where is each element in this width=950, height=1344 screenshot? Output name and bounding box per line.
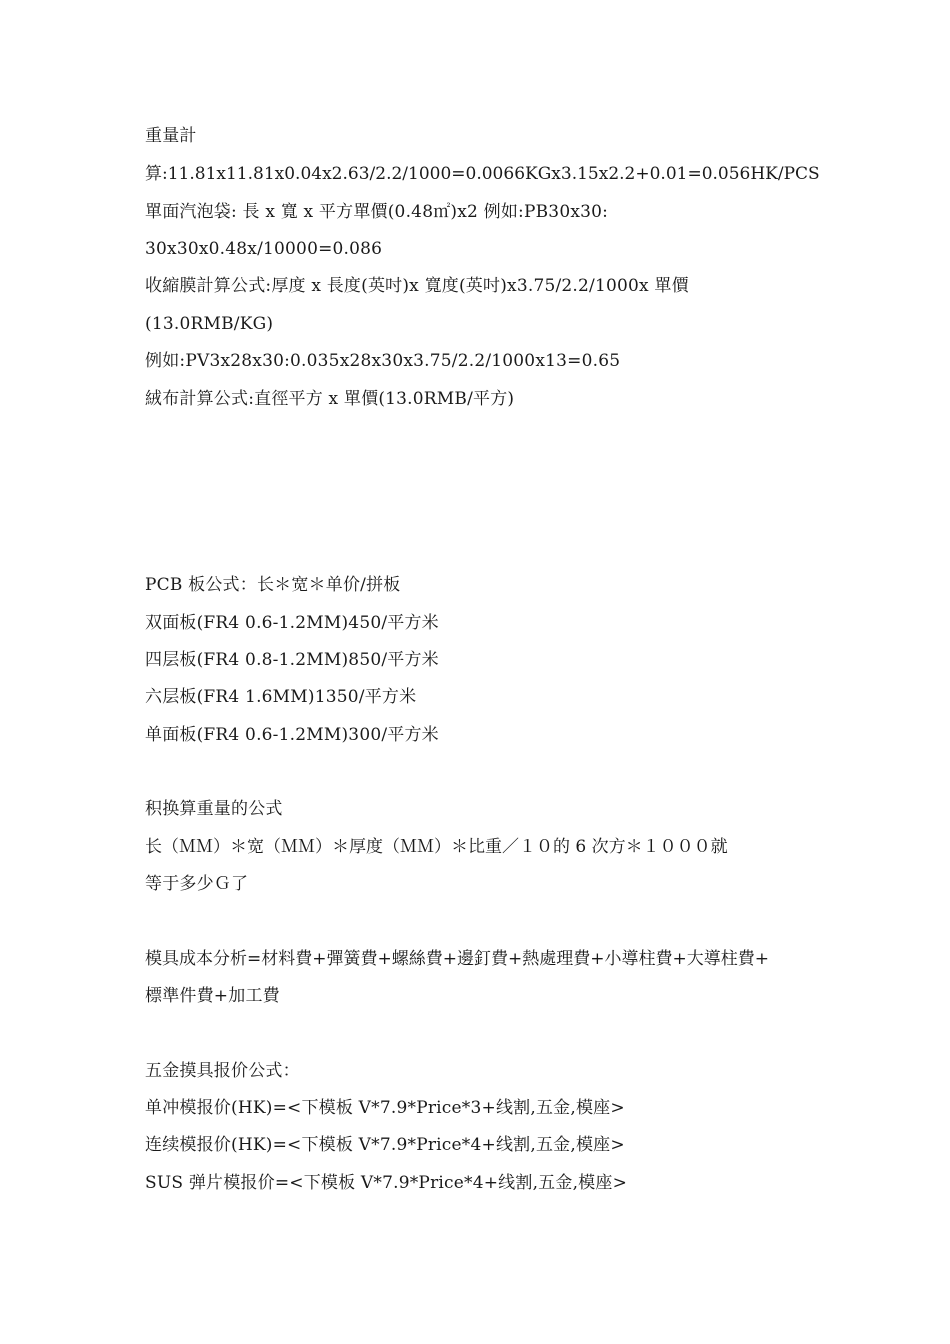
pcb-six-layer: 六层板(FR4 1.6MM)1350/平方米 bbox=[145, 687, 417, 707]
bubble-bag-formula: 單面汽泡袋: 長 x 寬 x 平方單價(0.48㎡)x2 例如:PB30x30: bbox=[145, 202, 609, 222]
pcb-double-sided: 双面板(FR4 0.6-1.2MM)450/平方米 bbox=[145, 613, 439, 633]
volume-weight-result: 等于多少Ｇ了 bbox=[145, 874, 249, 894]
progressive-mold-quote: 连续模报价(HK)=<下模板 V*7.9*Price*4+线割,五金,模座> bbox=[145, 1135, 625, 1155]
hardware-mold-heading: 五金摸具报价公式： bbox=[145, 1061, 300, 1081]
pcb-single-sided: 单面板(FR4 0.6-1.2MM)300/平方米 bbox=[145, 725, 439, 745]
single-punch-mold-quote: 单冲模报价(HK)=<下模板 V*7.9*Price*3+线割,五金,模座> bbox=[145, 1098, 625, 1118]
mold-cost-analysis-cont: 標準件費+加工費 bbox=[145, 986, 280, 1006]
shrink-film-example: 例如:PV3x28x30:0.035x28x30x3.75/2.2/1000x13=0.65 bbox=[145, 351, 621, 371]
pcb-formula-heading: PCB 板公式：长＊宽＊单价/拼板 bbox=[145, 575, 401, 595]
volume-weight-heading: 积换算重量的公式 bbox=[145, 799, 283, 819]
sus-spring-mold-quote: SUS 弹片模报价=<下模板 V*7.9*Price*4+线割,五金,模座> bbox=[145, 1173, 628, 1193]
mold-cost-analysis: 模具成本分析=材料費+彈簧費+螺絲費+邊釘費+熱處理費+小導柱費+大導柱費+ bbox=[145, 949, 769, 969]
pcb-four-layer: 四层板(FR4 0.8-1.2MM)850/平方米 bbox=[145, 650, 439, 670]
weight-calc-heading: 重量計 bbox=[145, 126, 197, 146]
weight-calc-formula: 算:11.81x11.81x0.04x2.63/2.2/1000=0.0066KGx3.15x2.2+0.01=0.056HK/PCS bbox=[145, 164, 820, 184]
bubble-bag-example: 30x30x0.48x/10000=0.086 bbox=[145, 239, 383, 259]
shrink-film-unit-price: (13.0RMB/KG) bbox=[145, 314, 274, 334]
shrink-film-formula: 收縮膜計算公式:厚度 x 長度(英吋)x 寬度(英吋)x3.75/2.2/1000x 單價 bbox=[145, 276, 689, 296]
velvet-formula: 絨布計算公式:直徑平方 x 單價(13.0RMB/平方) bbox=[145, 389, 515, 409]
volume-weight-formula: 长（ＭＭ）＊宽（ＭＭ）＊厚度（ＭＭ）＊比重／１０的 6 次方＊１０００就 bbox=[145, 837, 728, 857]
